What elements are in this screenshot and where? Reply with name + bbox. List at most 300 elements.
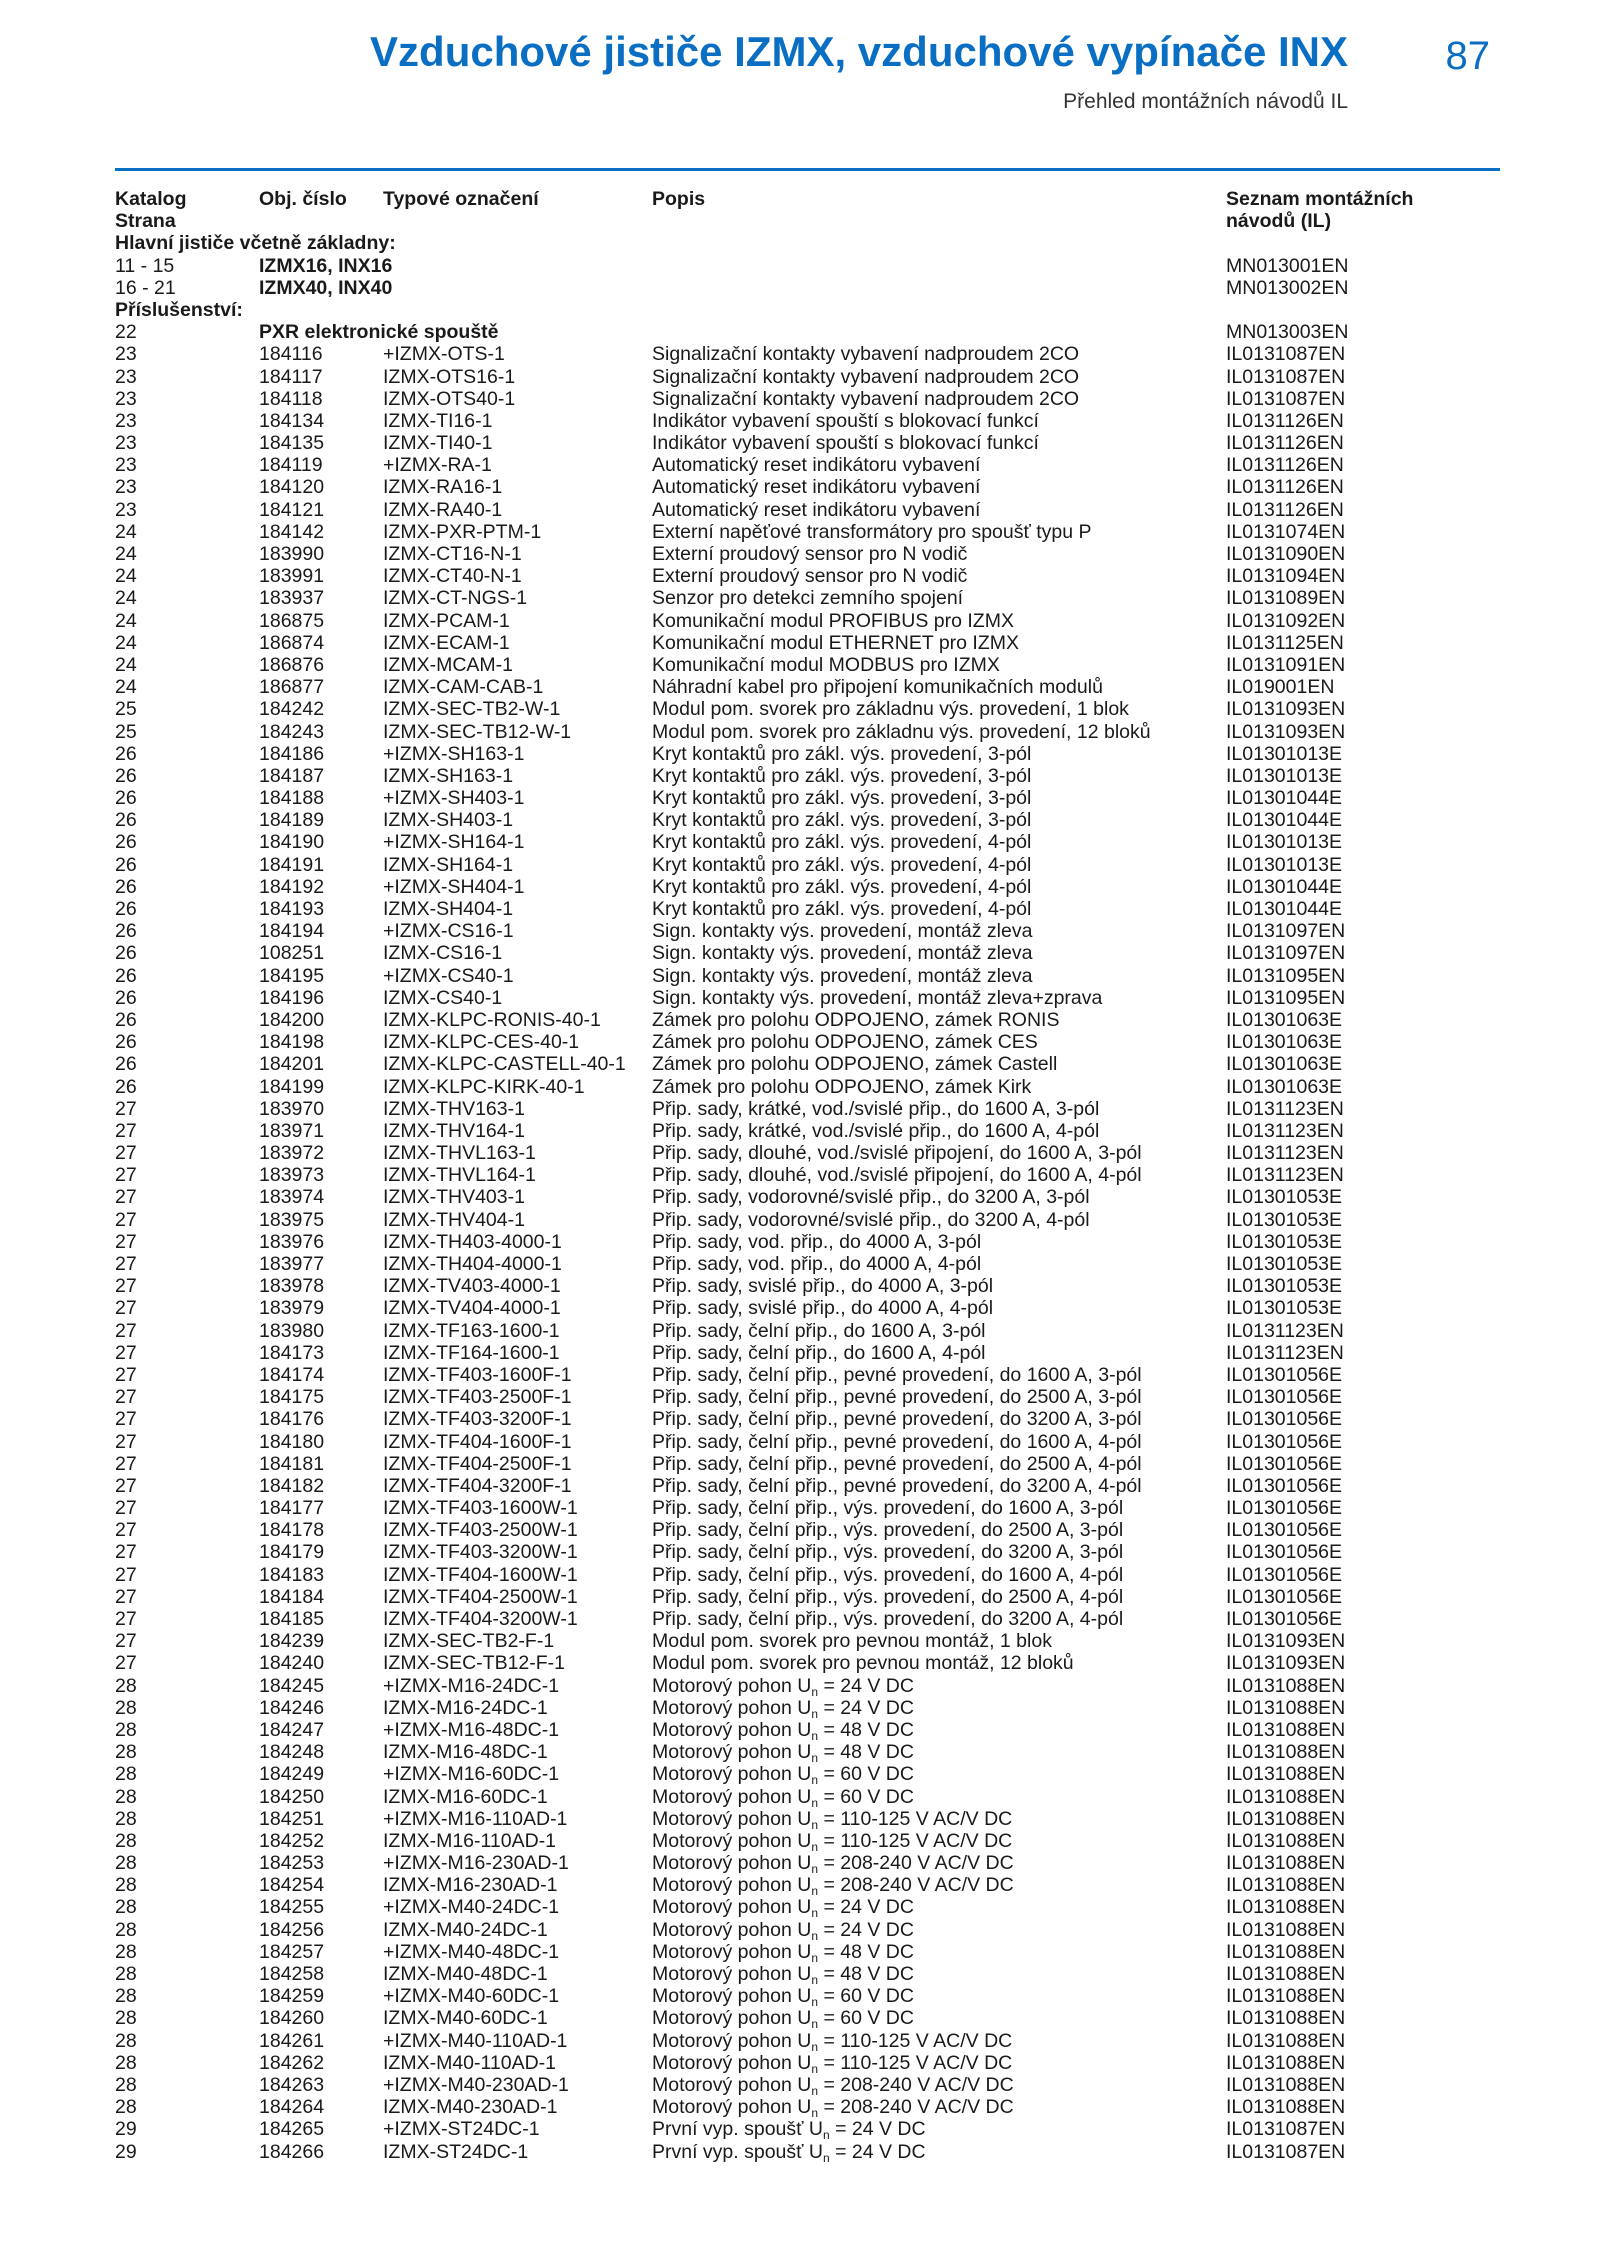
cell-typove-oznaceni: +IZMX-ST24DC-1 (383, 2118, 540, 2141)
cell-obj-cislo: 184239 (259, 1630, 325, 1653)
cell-seznam-il: IL0131088EN (1226, 1741, 1346, 1764)
cell-obj-cislo: 184142 (259, 520, 325, 543)
cell-typove-oznaceni: IZMX-SH404-1 (383, 898, 514, 921)
cell-typove-oznaceni: +IZMX-SH403-1 (383, 787, 525, 810)
cell-typove-oznaceni: IZMX-MCAM-1 (383, 653, 513, 676)
popis-text-suffix: = 208-240 V AC/V DC (818, 2096, 1014, 2119)
cell-popis (652, 1786, 914, 1808)
popis-text: Sign. kontakty výs. provedení, montáž zleva (652, 920, 1033, 943)
cell-popis (652, 1076, 1031, 1098)
cell-typove-oznaceni: IZMX-TF404-1600W-1 (383, 1563, 578, 1586)
popis-subscript: n (811, 2039, 819, 2054)
cell-katalog-strana: 26 (115, 1031, 137, 1054)
cell-typove-oznaceni: +IZMX-M16-110AD-1 (383, 1807, 568, 1830)
cell-katalog-strana: 26 (115, 764, 137, 787)
cell-seznam-il: IL01301063E (1226, 1075, 1343, 1098)
cell-typove-oznaceni: IZMX-TF163-1600-1 (383, 1319, 560, 1342)
popis-text: Motorový pohon U (652, 2096, 812, 2119)
cell-typove-oznaceni: IZMX-CAM-CAB-1 (383, 676, 544, 699)
cell-katalog-strana: 28 (115, 1940, 137, 1963)
cell-katalog-strana: 26 (115, 1008, 137, 1031)
table-row (115, 676, 1500, 698)
cell-typove-oznaceni: IZMX-TV404-4000-1 (383, 1297, 561, 1320)
page-number: 87 (1445, 34, 1490, 78)
popis-text-suffix: = 60 V DC (818, 1785, 914, 1808)
cell-obj-cislo: 183976 (259, 1230, 325, 1253)
table-row (115, 476, 1500, 498)
cell-typove-oznaceni: IZMX-PXR-PTM-1 (383, 520, 542, 543)
section-heading-hlavni: Hlavní jističe včetně základny: (115, 232, 396, 255)
cell-seznam-il: IL0131088EN (1226, 2096, 1346, 2119)
cell-katalog-strana: 23 (115, 343, 137, 366)
cell-obj-cislo: 184266 (259, 2140, 325, 2163)
cell-katalog-strana: 26 (115, 898, 137, 921)
cell-obj-cislo: 184249 (259, 1763, 325, 1786)
cell-seznam-il: IL0131088EN (1226, 1763, 1346, 1786)
cell-typove-oznaceni: IZMX-M16-48DC-1 (383, 1741, 548, 1764)
cell-katalog-strana: 28 (115, 1807, 137, 1830)
cell-popis (652, 343, 1079, 365)
column-header-obj-cislo: Obj. číslo (259, 188, 347, 210)
cell-typove-oznaceni: IZMX-M40-60DC-1 (383, 2007, 548, 2030)
popis-subscript: n (811, 1817, 819, 1832)
cell-katalog-strana: 27 (115, 1585, 137, 1608)
cell-obj-cislo: 184198 (259, 1031, 325, 1054)
cell-popis (652, 1098, 1099, 1120)
cell-katalog-strana: 27 (115, 1408, 137, 1431)
cell-katalog-strana: 26 (115, 920, 137, 943)
cell-katalog-strana: 26 (115, 742, 137, 765)
popis-text: Přip. sady, čelní přip., pevné provedení, do 2500 A, 4-pól (652, 1452, 1142, 1475)
cell-seznam-il: IL01301063E (1226, 1008, 1343, 1031)
cell-obj-cislo: 184117 (259, 365, 323, 388)
cell-typove-oznaceni: IZMX-M40-48DC-1 (383, 1963, 548, 1986)
cell-seznam-il: IL01301056E (1226, 1474, 1343, 1497)
cell-katalog-strana: 23 (115, 432, 137, 455)
popis-text: Indikátor vybavení spouští s blokovací funkcí (652, 432, 1039, 455)
cell-katalog-strana: 28 (115, 1918, 137, 1941)
cell-typove-oznaceni: +IZMX-SH404-1 (383, 875, 525, 898)
cell-typove-oznaceni: IZMX-TF403-1600F-1 (383, 1363, 572, 1386)
cell-popis (652, 1763, 914, 1788)
popis-text: Přip. sady, svislé přip., do 4000 A, 4-pól (652, 1297, 994, 1320)
cell-seznam-il: IL01301056E (1226, 1585, 1343, 1608)
popis-text: První vyp. spoušť U (652, 2118, 823, 2141)
cell-seznam-il: IL01301053E (1226, 1230, 1343, 1253)
cell-typove-oznaceni: IZMX-CT-NGS-1 (383, 587, 528, 610)
cell-popis (652, 1675, 914, 1697)
cell-obj-cislo: 184261 (259, 2029, 325, 2052)
popis-subscript: n (811, 1706, 819, 1721)
table-row (115, 1896, 1500, 1921)
cell-katalog-strana: 28 (115, 2051, 137, 2074)
popis-subscript: n (811, 1973, 819, 1988)
cell-katalog-strana: 27 (115, 1119, 137, 1142)
cell-obj-cislo: 183970 (259, 1097, 325, 1120)
cell-typove-oznaceni: +IZMX-M40-230AD-1 (383, 2073, 569, 2096)
cell-obj-cislo: 184175 (259, 1386, 325, 1409)
cell-seznam-il: IL01301053E (1226, 1208, 1343, 1231)
popis-subscript: n (822, 2128, 830, 2143)
cell-typove-oznaceni: IZMX-M16-110AD-1 (383, 1829, 557, 1852)
cell-katalog-strana: 28 (115, 2029, 137, 2052)
cell-seznam-il: IL0131093EN (1226, 1630, 1346, 1653)
cell-obj-cislo: 184247 (259, 1718, 325, 1741)
table-row (115, 698, 1500, 720)
cell-typove-oznaceni: IZMX-OTS40-1 (383, 387, 516, 410)
cell-katalog-strana: 29 (115, 2118, 137, 2141)
cell-popis (652, 654, 1000, 676)
cell-katalog-strana: 27 (115, 1474, 137, 1497)
cell-katalog-strana: 27 (115, 1164, 137, 1187)
cell-seznam-il: IL0131088EN (1226, 1985, 1346, 2008)
cell-typove-oznaceni: IZMX-TF404-3200W-1 (383, 1608, 578, 1631)
cell-obj-cislo: 184194 (259, 920, 325, 943)
cell-katalog-strana: 27 (115, 1519, 137, 1542)
cell-katalog-strana: 25 (115, 720, 137, 743)
cell-popis (652, 831, 1031, 853)
cell-katalog-strana: 27 (115, 1097, 137, 1120)
table-row (115, 1297, 1500, 1319)
page-subtitle: Přehled montážních návodů IL (1063, 90, 1348, 113)
cell-seznam-il: IL01301056E (1226, 1541, 1343, 1564)
table-row (115, 343, 1500, 365)
cell-popis (652, 2030, 1012, 2052)
table-row (115, 1630, 1500, 1652)
cell-obj-cislo: 184265 (259, 2118, 325, 2141)
cell-popis (652, 476, 980, 498)
cell-katalog-strana: 23 (115, 409, 137, 432)
cell-obj-cislo: 183972 (259, 1142, 325, 1165)
popis-text-suffix: = 208-240 V AC/V DC (818, 2073, 1014, 2096)
cell-obj-cislo: 184245 (259, 1674, 325, 1697)
cell-typove-oznaceni: IZMX-TF404-2500W-1 (383, 1585, 578, 1608)
cell-popis (652, 721, 1151, 743)
popis-text: Motorový pohon U (652, 1963, 812, 1986)
table-row (115, 521, 1500, 543)
popis-text: Motorový pohon U (652, 1852, 812, 1875)
cell-katalog-strana: 27 (115, 1142, 137, 1165)
cell-seznam-il: IL0131091EN (1226, 653, 1346, 676)
cell-seznam-il: IL0131088EN (1226, 1918, 1346, 1941)
cell-popis (652, 1253, 981, 1275)
cell-obj-cislo: 186876 (259, 653, 325, 676)
cell-obj-cislo: 184252 (259, 1829, 325, 1852)
column-header-seznam: Seznam montážních návodů (IL) (1226, 188, 1414, 233)
table-row: 22 PXR elektronické spouště MN013003EN (115, 321, 1349, 344)
table-row (115, 2030, 1500, 2052)
cell-seznam-il: IL0131123EN (1226, 1119, 1344, 1142)
cell-seznam-il: IL0131089EN (1226, 587, 1346, 610)
popis-subscript: n (811, 1884, 819, 1899)
cell-obj-cislo: 184243 (259, 720, 325, 743)
cell-obj-cislo: 183991 (259, 565, 325, 588)
cell-obj-cislo: 184260 (259, 2007, 325, 2030)
cell-obj-cislo: 184179 (259, 1541, 325, 1564)
cell-seznam-il: IL0131088EN (1226, 2051, 1346, 2074)
cell-seznam-il: IL01301013E (1226, 742, 1343, 765)
cell-katalog-strana: 28 (115, 1985, 137, 2008)
section-heading-prislusenstvi: Příslušenství: (115, 298, 243, 321)
cell-popis (652, 1209, 1090, 1231)
cell-typove-oznaceni: IZMX-TV403-4000-1 (383, 1275, 561, 1298)
cell-popis (652, 1874, 1014, 1899)
cell-seznam-il: IL0131123EN (1226, 1341, 1344, 1364)
popis-text-suffix: = 208-240 V AC/V DC (818, 1852, 1014, 1875)
popis-text: Přip. sady, dlouhé, vod./svislé připojení, do 1600 A, 3-pól (652, 1142, 1142, 1165)
popis-subscript: n (811, 1928, 819, 1943)
table-row (115, 410, 1500, 432)
cell-popis (652, 1231, 981, 1253)
cell-popis (652, 1564, 1123, 1586)
cell-katalog-strana: 27 (115, 1297, 137, 1320)
cell-popis (652, 1808, 1012, 1830)
page-title: Vzduchové jističe IZMX, vzduchové vypínače INX (370, 28, 1348, 75)
cell-typove-oznaceni: IZMX-RA16-1 (383, 476, 503, 499)
cell-seznam-il: IL0131095EN (1226, 964, 1346, 987)
popis-text: Komunikační modul PROFIBUS pro IZMX (652, 609, 1014, 632)
table-row (115, 876, 1500, 898)
popis-subscript: n (811, 2106, 819, 2121)
cell-typove-oznaceni: +IZMX-SH164-1 (383, 831, 525, 854)
popis-text: Indikátor vybavení spouští s blokovací funkcí (652, 409, 1039, 432)
cell-katalog-strana: 27 (115, 1230, 137, 1253)
cell-popis (652, 366, 1079, 388)
cell-katalog-strana: 23 (115, 476, 137, 499)
cell-katalog-strana: 24 (115, 676, 137, 699)
cell-obj-cislo: 184254 (259, 1874, 325, 1897)
popis-text: Motorový pohon U (652, 2051, 812, 2074)
cell-obj-cislo: 186877 (259, 676, 325, 699)
popis-text: Přip. sady, čelní přip., pevné provedení, do 1600 A, 4-pól (652, 1430, 1142, 1453)
cell-katalog-strana: 23 (115, 365, 137, 388)
cell-popis (652, 1741, 914, 1766)
table-row (115, 721, 1500, 743)
cell-popis (652, 2007, 914, 2032)
cell-seznam-il: IL0131097EN (1226, 942, 1346, 965)
cell-popis (652, 1297, 993, 1319)
popis-text-suffix: = 48 V DC (818, 1718, 914, 1741)
cell-popis (652, 854, 1031, 876)
cell-typove-oznaceni: IZMX-SEC-TB12-F-1 (383, 1652, 566, 1675)
cell-katalog-strana: 27 (115, 1497, 137, 1520)
cell-katalog-strana: 27 (115, 1563, 137, 1586)
cell-seznam-il: IL01301053E (1226, 1275, 1343, 1298)
table-row (115, 1497, 1500, 1519)
cell-popis (652, 809, 1031, 831)
table-row (115, 1963, 1500, 1988)
popis-text: Kryt kontaktů pro zákl. výs. provedení, 3-pól (652, 764, 1032, 787)
cell-seznam-il: IL0131088EN (1226, 1807, 1346, 1830)
popis-text: Přip. sady, svislé přip., do 4000 A, 3-pól (652, 1275, 994, 1298)
cell-obj-cislo: 184190 (259, 831, 325, 854)
cell-obj-cislo: 184184 (259, 1585, 325, 1608)
cell-katalog-strana: 27 (115, 1363, 137, 1386)
table-row (115, 2007, 1500, 2032)
cell-seznam-il: IL01301056E (1226, 1386, 1343, 1409)
popis-subscript: n (811, 1795, 819, 1810)
popis-text: Přip. sady, čelní přip., pevné provedení, do 1600 A, 3-pól (652, 1363, 1142, 1386)
column-header-typove: Typové označení (383, 188, 539, 210)
cell-seznam-il: IL0131123EN (1226, 1319, 1344, 1342)
cell-typove-oznaceni: IZMX-THV163-1 (383, 1097, 525, 1120)
cell-obj-cislo: 184119 (259, 454, 323, 477)
cell-seznam-il: IL0131088EN (1226, 1785, 1346, 1808)
popis-text-suffix: = 110-125 V AC/V DC (818, 2051, 1013, 2074)
cell-katalog-strana: 27 (115, 1452, 137, 1475)
cell-obj-cislo: 184255 (259, 1896, 325, 1919)
cell-popis (652, 1586, 1123, 1608)
popis-text: Zámek pro polohu ODPOJENO, zámek CES (652, 1031, 1038, 1054)
cell-katalog-strana: 28 (115, 1674, 137, 1697)
cell-typove-oznaceni: IZMX-ST24DC-1 (383, 2140, 529, 2163)
popis-text: Externí proudový sensor pro N vodič (652, 543, 968, 566)
popis-subscript: n (811, 2061, 819, 2076)
table-row (115, 1830, 1500, 1852)
cell-seznam-il: IL01301063E (1226, 1053, 1343, 1076)
cell-obj-cislo: 186874 (259, 631, 325, 654)
popis-text: Motorový pohon U (652, 1985, 812, 2008)
cell-popis (652, 1985, 914, 2010)
cell-katalog-strana: 28 (115, 1896, 137, 1919)
cell-katalog-strana: 27 (115, 1341, 137, 1364)
cell-obj-cislo: 184187 (259, 764, 325, 787)
cell-obj-cislo: 183973 (259, 1164, 325, 1187)
popis-text-suffix: = 60 V DC (818, 2007, 914, 2030)
table-row (115, 565, 1500, 587)
cell-popis (652, 1453, 1142, 1475)
popis-text: Motorový pohon U (652, 2073, 812, 2096)
cell-typove-oznaceni: +IZMX-M16-60DC-1 (383, 1763, 560, 1786)
cell-katalog-strana: 28 (115, 1741, 137, 1764)
cell-typove-oznaceni: IZMX-THVL163-1 (383, 1142, 536, 1165)
popis-text: Modul pom. svorek pro základnu výs. provedení, 12 bloků (652, 720, 1151, 743)
cell-popis (652, 1009, 1059, 1031)
cell-seznam-il: IL0131093EN (1226, 720, 1346, 743)
cell-typove-oznaceni: IZMX-KLPC-CES-40-1 (383, 1031, 580, 1054)
table-row: 16 - 21 IZMX40, INX40 MN013002EN (115, 276, 1349, 299)
cell-obj-cislo: 184251 (259, 1807, 325, 1830)
popis-subscript: n (811, 1995, 819, 2010)
cell-obj-cislo: 184120 (259, 476, 325, 499)
popis-text: Motorový pohon U (652, 1918, 812, 1941)
cell-typove-oznaceni: +IZMX-CS40-1 (383, 964, 514, 987)
popis-subscript: n (822, 2150, 830, 2165)
popis-text: Přip. sady, krátké, vod./svislé přip., do 1600 A, 3-pól (652, 1097, 1100, 1120)
cell-popis (652, 610, 1014, 632)
cell-popis (652, 1142, 1142, 1164)
cell-popis (652, 743, 1031, 765)
cell-typove-oznaceni: IZMX-M16-24DC-1 (383, 1696, 548, 1719)
cell-typove-oznaceni: IZMX-TF403-3200F-1 (383, 1408, 572, 1431)
cell-obj-cislo: 183990 (259, 543, 325, 566)
cell-popis (652, 1830, 1012, 1852)
cell-seznam-il: IL01301063E (1226, 1031, 1343, 1054)
popis-subscript: n (811, 1950, 819, 1965)
cell-seznam-il: IL0131087EN (1226, 365, 1346, 388)
cell-typove-oznaceni: +IZMX-SH163-1 (383, 742, 525, 765)
cell-katalog-strana: 26 (115, 964, 137, 987)
cell-seznam-il: IL0131092EN (1226, 609, 1346, 632)
accessory-rows (115, 343, 1500, 2165)
cell-obj-cislo: 184188 (259, 787, 325, 810)
cell-seznam-il: IL0131088EN (1226, 1874, 1346, 1897)
cell-katalog-strana: 26 (115, 809, 137, 832)
cell-seznam-il: IL0131125EN (1226, 631, 1344, 654)
cell-obj-cislo: 186875 (259, 609, 325, 632)
table-row (115, 2141, 1500, 2163)
cell-katalog-strana: 28 (115, 1696, 137, 1719)
table-row (115, 1053, 1500, 1075)
cell-katalog-strana: 23 (115, 454, 137, 477)
cell-katalog-strana: 29 (115, 2140, 137, 2163)
cell-obj-cislo: 184240 (259, 1652, 325, 1675)
table-row (115, 1719, 1500, 1741)
table-row (115, 1985, 1500, 2010)
cell-katalog-strana: 23 (115, 498, 137, 521)
cell-popis (652, 1408, 1142, 1430)
cell-popis (652, 410, 1039, 432)
cell-popis (652, 388, 1079, 410)
cell-popis (652, 1320, 986, 1342)
cell-obj-cislo: 184263 (259, 2073, 325, 2096)
popis-text-suffix: = 110-125 V AC/V DC (818, 2029, 1013, 2052)
popis-text: Motorový pohon U (652, 1874, 812, 1897)
cell-katalog-strana: 28 (115, 1852, 137, 1875)
cell-seznam-il: IL0131093EN (1226, 698, 1346, 721)
cell-obj-cislo: 184186 (259, 742, 325, 765)
cell-katalog-strana: 26 (115, 875, 137, 898)
cell-obj-cislo: 183977 (259, 1253, 325, 1276)
cell-popis (652, 543, 967, 565)
table-row (115, 1098, 1500, 1120)
popis-text-suffix: = 110-125 V AC/V DC (818, 1807, 1013, 1830)
cell-popis (652, 521, 1092, 543)
cell-katalog-strana: 24 (115, 653, 137, 676)
cell-typove-oznaceni: IZMX-TI40-1 (383, 432, 493, 455)
cell-seznam-il: IL0131126EN (1226, 498, 1344, 521)
cell-popis (652, 1386, 1142, 1408)
cell-popis (652, 1431, 1142, 1453)
cell-seznam-il: IL0131088EN (1226, 2073, 1346, 2096)
popis-subscript: n (811, 1751, 819, 1766)
cell-seznam-il: IL0131088EN (1226, 1963, 1346, 1986)
cell-seznam-il: IL0131093EN (1226, 1652, 1346, 1675)
table-row (115, 831, 1500, 853)
cell-popis (652, 698, 1129, 720)
table-row (115, 587, 1500, 609)
popis-text: Kryt kontaktů pro zákl. výs. provedení, 3-pól (652, 787, 1032, 810)
cell-popis (652, 1164, 1142, 1186)
cell-seznam-il: IL0131088EN (1226, 2029, 1346, 2052)
cell-popis (652, 1941, 914, 1963)
cell-seznam-il: IL01301044E (1226, 787, 1343, 810)
cell-obj-cislo: 184173 (259, 1341, 325, 1364)
cell-katalog-strana: 27 (115, 1253, 137, 1276)
cell-obj-cislo: 184180 (259, 1430, 325, 1453)
cell-seznam-il: IL0131088EN (1226, 1896, 1346, 1919)
popis-text: Modul pom. svorek pro pevnou montáž, 1 blok (652, 1630, 1052, 1653)
cell-obj-cislo: 184201 (259, 1053, 325, 1076)
table-row (115, 1541, 1500, 1563)
cell-obj-cislo: 184242 (259, 698, 325, 721)
table-row (115, 1586, 1500, 1608)
cell-katalog-strana: 27 (115, 1430, 137, 1453)
cell-seznam-il: IL0131088EN (1226, 1829, 1346, 1852)
cell-typove-oznaceni: IZMX-M40-230AD-1 (383, 2096, 558, 2119)
cell-katalog-strana: 27 (115, 1652, 137, 1675)
cell-typove-oznaceni: IZMX-ECAM-1 (383, 631, 510, 654)
